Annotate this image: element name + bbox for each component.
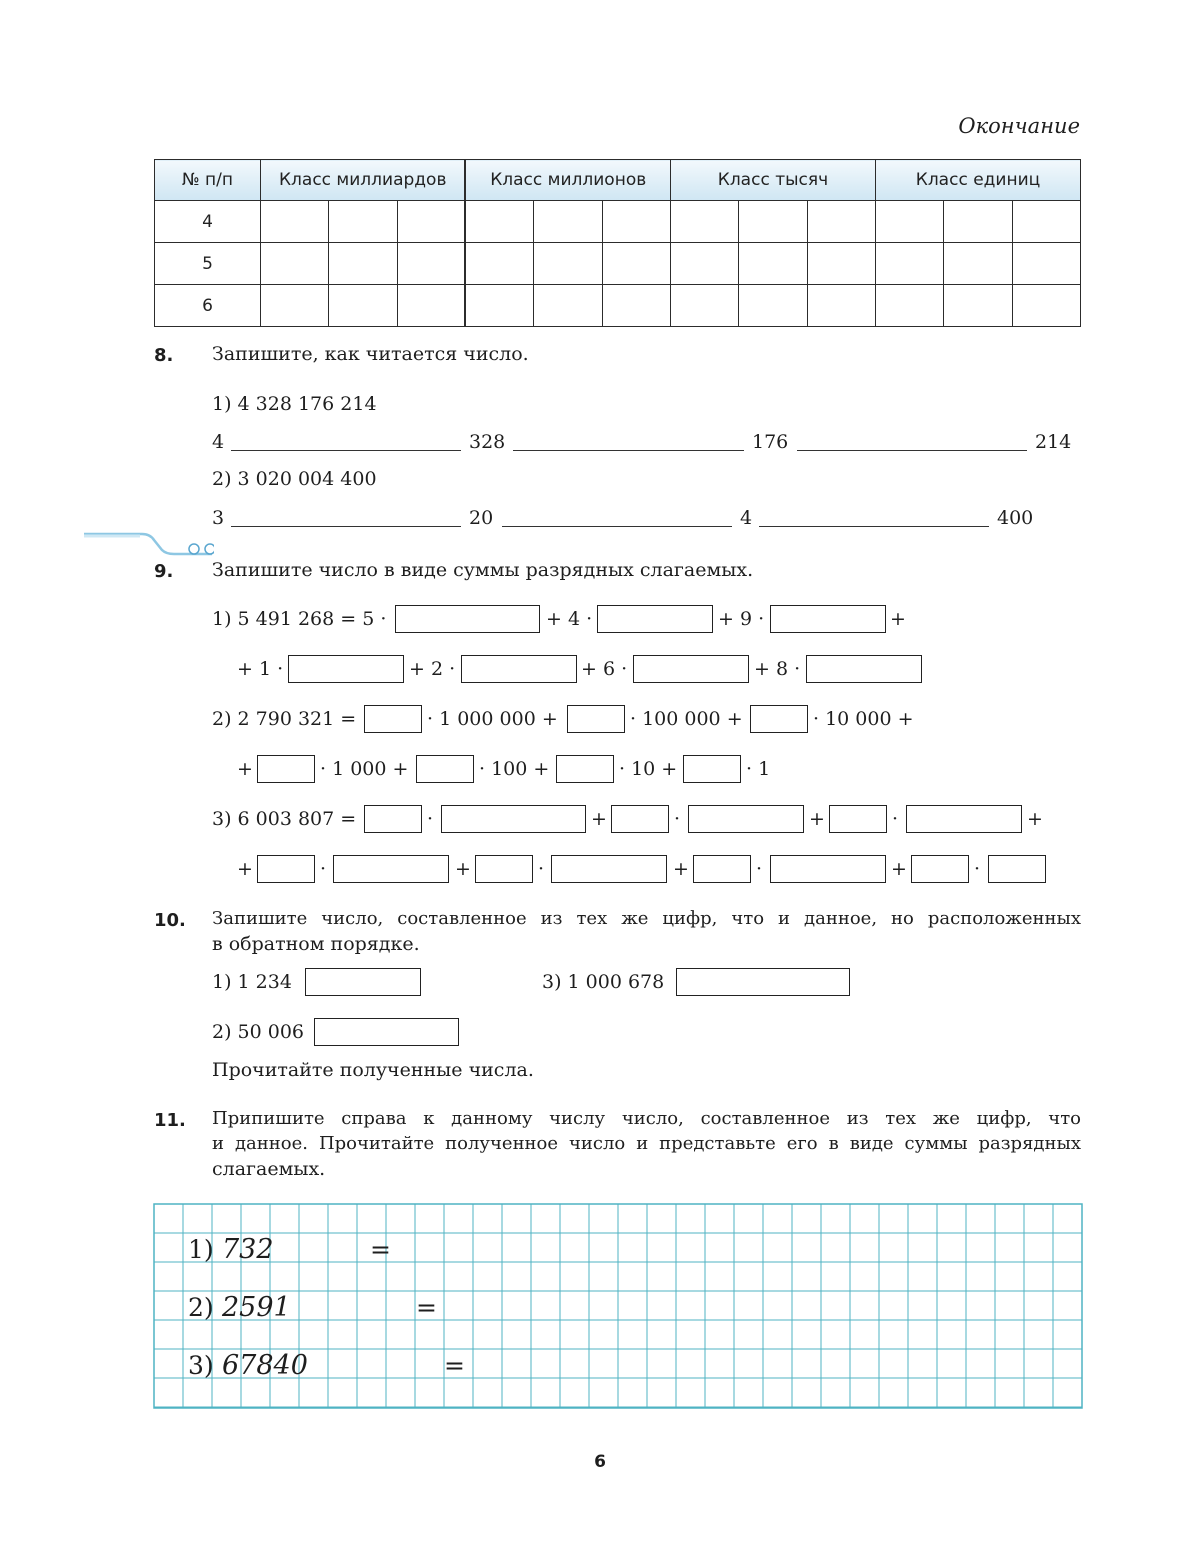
table-cell[interactable] bbox=[944, 201, 1012, 243]
table-cell[interactable] bbox=[397, 285, 465, 327]
task-9-number: 9. bbox=[154, 561, 174, 582]
table-cell[interactable] bbox=[944, 243, 1012, 285]
task-9-op: + 6 · bbox=[581, 658, 628, 680]
task-9-op: · bbox=[427, 808, 434, 830]
answer-box[interactable] bbox=[364, 705, 422, 733]
task-8-1-part: 4 bbox=[212, 431, 225, 453]
task-9-op: + 8 · bbox=[754, 658, 801, 680]
task-9-op: · 100 + bbox=[479, 758, 550, 780]
task-8-1-part: 214 bbox=[1035, 431, 1072, 453]
task-9-op: + 1 · bbox=[237, 658, 284, 680]
task-10-text-line-1: Запишите число, составленное из тех же цифр, что и данное, но расположенных bbox=[212, 908, 1081, 929]
answer-box[interactable] bbox=[551, 855, 667, 883]
row-number: 4 bbox=[155, 201, 261, 243]
answer-box[interactable] bbox=[288, 655, 404, 683]
task-11-item-3-label: 3) bbox=[188, 1351, 214, 1380]
table-cell[interactable] bbox=[397, 243, 465, 285]
answer-box[interactable] bbox=[911, 855, 969, 883]
table-header-number: № п/п bbox=[155, 160, 261, 201]
table-cell[interactable] bbox=[807, 285, 875, 327]
table-cell[interactable] bbox=[739, 201, 807, 243]
table-header-thousands: Класс тысяч bbox=[670, 160, 875, 201]
answer-box[interactable] bbox=[257, 755, 315, 783]
table-cell[interactable] bbox=[465, 285, 533, 327]
task-9-op: · bbox=[892, 808, 899, 830]
task-9-op: · bbox=[538, 858, 545, 880]
table-cell[interactable] bbox=[739, 285, 807, 327]
table-header-units: Класс единиц bbox=[875, 160, 1080, 201]
task-11-item-1-label: 1) bbox=[188, 1235, 214, 1264]
answer-box[interactable] bbox=[475, 855, 533, 883]
task-9-1-lhs: 1) 5 491 268 = 5 · bbox=[212, 608, 387, 630]
answer-box[interactable] bbox=[676, 968, 850, 996]
difficulty-marker-icon bbox=[84, 532, 214, 558]
task-9-op: · 100 000 + bbox=[630, 708, 743, 730]
task-11-text-line-3: слагаемых. bbox=[212, 1158, 326, 1180]
table-cell[interactable] bbox=[739, 243, 807, 285]
task-9-op: + bbox=[1027, 808, 1043, 830]
task-8-2-part: 20 bbox=[469, 507, 494, 529]
task-9-op: + bbox=[591, 808, 607, 830]
task-10-item-3: 3) 1 000 678 bbox=[542, 971, 665, 993]
answer-box[interactable] bbox=[305, 968, 421, 996]
answer-box[interactable] bbox=[556, 755, 614, 783]
table-cell[interactable] bbox=[329, 201, 397, 243]
table-cell[interactable] bbox=[602, 201, 670, 243]
task-9-op: · bbox=[320, 858, 327, 880]
task-9-op: + bbox=[237, 758, 253, 780]
running-head: Окончание bbox=[958, 114, 1080, 138]
table-cell[interactable] bbox=[397, 201, 465, 243]
task-8-number: 8. bbox=[154, 345, 174, 366]
table-cell[interactable] bbox=[807, 243, 875, 285]
table-row bbox=[155, 243, 1081, 285]
table-cell[interactable] bbox=[670, 243, 738, 285]
table-cell[interactable] bbox=[1012, 201, 1080, 243]
table-cell[interactable] bbox=[465, 243, 533, 285]
task-11-item-2-value: 2591 bbox=[222, 1292, 291, 1323]
task-9-text: Запишите число в виде суммы разрядных слагаемых. bbox=[212, 559, 754, 581]
table-cell[interactable] bbox=[602, 243, 670, 285]
answer-line[interactable] bbox=[513, 450, 744, 451]
table-cell[interactable] bbox=[944, 285, 1012, 327]
table-cell[interactable] bbox=[670, 201, 738, 243]
table-cell[interactable] bbox=[602, 285, 670, 327]
answer-box[interactable] bbox=[806, 655, 922, 683]
task-9-2-lhs: 2) 2 790 321 = bbox=[212, 708, 357, 730]
table-header-millions: Класс миллионов bbox=[465, 160, 670, 201]
answer-box[interactable] bbox=[395, 605, 540, 633]
equals-sign: = bbox=[416, 1293, 437, 1322]
task-9-op: · 1 bbox=[746, 758, 771, 780]
task-10-item-2: 2) 50 006 bbox=[212, 1021, 305, 1043]
task-9-op: + bbox=[891, 858, 907, 880]
answer-box[interactable] bbox=[416, 755, 474, 783]
task-11-text-line-2: и данное. Прочитайте полученное число и представьте его в виде суммы разрядных bbox=[212, 1133, 1081, 1154]
answer-box[interactable] bbox=[257, 855, 315, 883]
task-9-op: · 10 + bbox=[619, 758, 678, 780]
row-number: 5 bbox=[155, 243, 261, 285]
task-9-op: · 1 000 + bbox=[320, 758, 409, 780]
equals-sign: = bbox=[370, 1235, 391, 1264]
answer-box[interactable] bbox=[750, 705, 808, 733]
task-9-op: + bbox=[237, 858, 253, 880]
answer-line[interactable] bbox=[502, 526, 732, 527]
task-8-2-part: 400 bbox=[997, 507, 1034, 529]
task-9-op: + bbox=[809, 808, 825, 830]
answer-line[interactable] bbox=[231, 526, 461, 527]
table-cell[interactable] bbox=[534, 285, 602, 327]
task-9-op: · 10 000 + bbox=[813, 708, 914, 730]
table-cell[interactable] bbox=[807, 201, 875, 243]
table-cell[interactable] bbox=[875, 201, 943, 243]
answer-box[interactable] bbox=[633, 655, 749, 683]
answer-line[interactable] bbox=[797, 450, 1027, 451]
task-11-number: 11. bbox=[154, 1110, 186, 1131]
table-cell[interactable] bbox=[875, 243, 943, 285]
answer-box[interactable] bbox=[461, 655, 577, 683]
task-11-item-3-value: 67840 bbox=[222, 1350, 308, 1381]
answer-box[interactable] bbox=[770, 855, 886, 883]
task-8-1-part: 328 bbox=[469, 431, 506, 453]
table-cell[interactable] bbox=[261, 201, 329, 243]
table-cell[interactable] bbox=[1012, 243, 1080, 285]
answer-box[interactable] bbox=[567, 705, 625, 733]
page-number: 6 bbox=[594, 1452, 606, 1472]
answer-box[interactable] bbox=[906, 805, 1022, 833]
task-10-number: 10. bbox=[154, 910, 186, 931]
answer-box[interactable] bbox=[988, 855, 1046, 883]
answer-box[interactable] bbox=[683, 755, 741, 783]
task-10-item-1: 1) 1 234 bbox=[212, 971, 292, 993]
task-9-op: + bbox=[455, 858, 471, 880]
answer-line[interactable] bbox=[231, 450, 461, 451]
answer-box[interactable] bbox=[693, 855, 751, 883]
table-row bbox=[155, 201, 1081, 243]
answer-box[interactable] bbox=[333, 855, 449, 883]
task-9-op: · bbox=[756, 858, 763, 880]
answer-box[interactable] bbox=[770, 605, 886, 633]
answer-box[interactable] bbox=[364, 805, 422, 833]
answer-box[interactable] bbox=[688, 805, 804, 833]
table-cell[interactable] bbox=[670, 285, 738, 327]
table-cell[interactable] bbox=[261, 285, 329, 327]
table-header-billions: Класс миллиардов bbox=[261, 160, 466, 201]
table-row bbox=[155, 285, 1081, 327]
task-8-2-part: 3 bbox=[212, 507, 225, 529]
table-cell[interactable] bbox=[329, 285, 397, 327]
task-9-3-lhs: 3) 6 003 807 = bbox=[212, 808, 357, 830]
answer-box[interactable] bbox=[611, 805, 669, 833]
task-9-op: + bbox=[890, 608, 906, 630]
table-cell[interactable] bbox=[465, 201, 533, 243]
table-cell[interactable] bbox=[1012, 285, 1080, 327]
table-cell[interactable] bbox=[261, 243, 329, 285]
task-9-op: + bbox=[673, 858, 689, 880]
task-11-item-1-value: 732 bbox=[222, 1234, 274, 1265]
row-number: 6 bbox=[155, 285, 261, 327]
answer-line[interactable] bbox=[759, 526, 989, 527]
task-8-1-part: 176 bbox=[752, 431, 789, 453]
answer-box[interactable] bbox=[441, 805, 586, 833]
table-cell[interactable] bbox=[875, 285, 943, 327]
task-8-item-2-label: 2) 3 020 004 400 bbox=[212, 468, 377, 490]
task-10-after: Прочитайте полученные числа. bbox=[212, 1059, 534, 1081]
task-10-text-line-2: в обратном порядке. bbox=[212, 933, 420, 955]
task-11-item-2-label: 2) bbox=[188, 1293, 214, 1322]
answer-box[interactable] bbox=[597, 605, 713, 633]
task-9-op: + 9 · bbox=[718, 608, 765, 630]
table-cell[interactable] bbox=[534, 201, 602, 243]
answer-box[interactable] bbox=[829, 805, 887, 833]
place-value-table bbox=[154, 159, 1081, 327]
task-11-text-line-1: Припишите справа к данному числу число, составленное из тех же цифр, что bbox=[212, 1108, 1081, 1129]
task-8-item-1-label: 1) 4 328 176 214 bbox=[212, 393, 377, 415]
equals-sign: = bbox=[444, 1351, 465, 1380]
task-8-text: Запишите, как читается число. bbox=[212, 343, 529, 365]
table-cell[interactable] bbox=[534, 243, 602, 285]
task-9-op: · 1 000 000 + bbox=[427, 708, 558, 730]
task-8-2-part: 4 bbox=[740, 507, 753, 529]
task-9-op: · bbox=[674, 808, 681, 830]
table-cell[interactable] bbox=[329, 243, 397, 285]
task-9-op: · bbox=[974, 858, 981, 880]
task-9-op: + 2 · bbox=[409, 658, 456, 680]
answer-box[interactable] bbox=[314, 1018, 459, 1046]
task-9-op: + 4 · bbox=[546, 608, 593, 630]
